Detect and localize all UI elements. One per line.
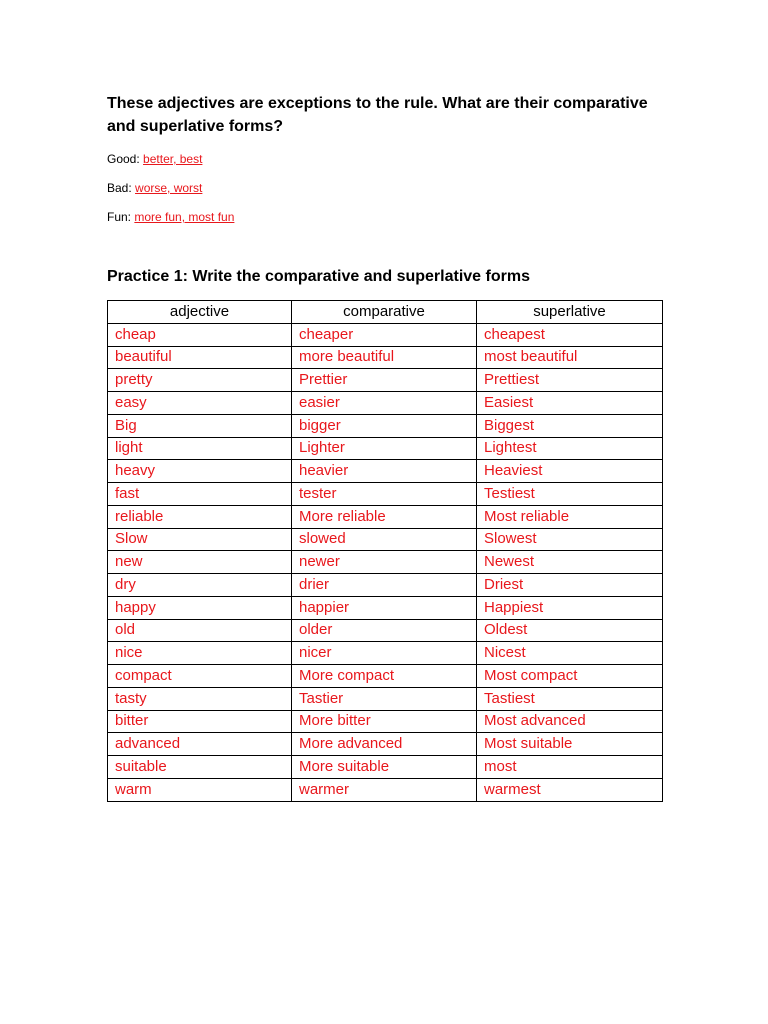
exception-bad <box>107 180 202 196</box>
comparative-cell: slowed <box>292 528 477 551</box>
adjective-cell: warm <box>108 778 292 801</box>
comparative-cell: tester <box>292 483 477 506</box>
comparative-cell: drier <box>292 574 477 597</box>
superlative-cell: Most compact <box>477 665 663 688</box>
comparative-cell: More reliable <box>292 505 477 528</box>
comparative-cell: Prettier <box>292 369 477 392</box>
exception-good <box>107 151 202 167</box>
comparative-cell: nicer <box>292 642 477 665</box>
table-row <box>108 687 663 710</box>
comparative-cell: More advanced <box>292 733 477 756</box>
adjective-cell: nice <box>108 642 292 665</box>
comparative-cell: heavier <box>292 460 477 483</box>
adjective-cell: reliable <box>108 505 292 528</box>
table-row <box>108 437 663 460</box>
comparative-cell: More compact <box>292 665 477 688</box>
comparative-cell: More bitter <box>292 710 477 733</box>
table-row <box>108 642 663 665</box>
adjective-cell: easy <box>108 392 292 415</box>
exception-fun <box>107 209 234 225</box>
table-row <box>108 414 663 437</box>
table-row <box>108 323 663 346</box>
comparative-cell: Tastier <box>292 687 477 710</box>
comparative-cell: warmer <box>292 778 477 801</box>
adjective-cell: beautiful <box>108 346 292 369</box>
comparative-cell: happier <box>292 596 477 619</box>
adjective-cell: dry <box>108 574 292 597</box>
comparative-cell: easier <box>292 392 477 415</box>
superlative-cell: Slowest <box>477 528 663 551</box>
superlative-cell: warmest <box>477 778 663 801</box>
comparative-cell: bigger <box>292 414 477 437</box>
table-header-row <box>108 301 663 324</box>
adjective-cell: pretty <box>108 369 292 392</box>
comparative-cell: Lighter <box>292 437 477 460</box>
table-row <box>108 460 663 483</box>
adjective-cell: bitter <box>108 710 292 733</box>
table-row <box>108 483 663 506</box>
table-row <box>108 551 663 574</box>
adjective-cell: fast <box>108 483 292 506</box>
adjective-cell: advanced <box>108 733 292 756</box>
comparative-cell: newer <box>292 551 477 574</box>
table-row <box>108 574 663 597</box>
comparative-cell: More suitable <box>292 756 477 779</box>
adjective-cell: tasty <box>108 687 292 710</box>
comparative-cell: cheaper <box>292 323 477 346</box>
adjective-cell: Big <box>108 414 292 437</box>
table-row <box>108 710 663 733</box>
comparative-cell: more beautiful <box>292 346 477 369</box>
superlative-cell: cheapest <box>477 323 663 346</box>
superlative-cell: Tastiest <box>477 687 663 710</box>
adjective-cell: light <box>108 437 292 460</box>
table-body <box>108 323 663 801</box>
header-comparative: comparative <box>292 301 477 324</box>
superlative-cell: Most reliable <box>477 505 663 528</box>
superlative-cell: Lightest <box>477 437 663 460</box>
practice-heading: Practice 1: Write the comparative and superlative forms <box>107 268 530 285</box>
superlative-cell: Easiest <box>477 392 663 415</box>
superlative-cell: Heaviest <box>477 460 663 483</box>
table-row <box>108 346 663 369</box>
table-row <box>108 392 663 415</box>
superlative-cell: Nicest <box>477 642 663 665</box>
adjective-cell: heavy <box>108 460 292 483</box>
adjective-cell: compact <box>108 665 292 688</box>
table-row <box>108 528 663 551</box>
adjective-cell: new <box>108 551 292 574</box>
superlative-cell: Driest <box>477 574 663 597</box>
adjective-cell: suitable <box>108 756 292 779</box>
table-row <box>108 665 663 688</box>
superlative-cell: Most advanced <box>477 710 663 733</box>
comparative-cell: older <box>292 619 477 642</box>
exception-label: Bad: <box>107 181 132 195</box>
exception-label: Good: <box>107 152 140 166</box>
exceptions-heading: These adjectives are exceptions to the rule. What are their comparative and superlative forms? <box>107 95 648 135</box>
superlative-cell: Testiest <box>477 483 663 506</box>
exception-answer: better, best <box>143 152 203 166</box>
header-superlative: superlative <box>477 301 663 324</box>
superlative-cell: Biggest <box>477 414 663 437</box>
adjective-cell: Slow <box>108 528 292 551</box>
table-row <box>108 596 663 619</box>
table-row <box>108 369 663 392</box>
superlative-cell: most beautiful <box>477 346 663 369</box>
forms-table <box>107 300 663 802</box>
adjective-cell: happy <box>108 596 292 619</box>
table-row <box>108 733 663 756</box>
exception-answer: worse, worst <box>135 181 203 195</box>
superlative-cell: most <box>477 756 663 779</box>
superlative-cell: Newest <box>477 551 663 574</box>
exception-label: Fun: <box>107 210 132 224</box>
superlative-cell: Happiest <box>477 596 663 619</box>
table-row <box>108 505 663 528</box>
superlative-cell: Prettiest <box>477 369 663 392</box>
superlative-cell: Oldest <box>477 619 663 642</box>
table-row <box>108 619 663 642</box>
table-row <box>108 756 663 779</box>
adjective-cell: cheap <box>108 323 292 346</box>
adjective-cell: old <box>108 619 292 642</box>
table-row <box>108 778 663 801</box>
exception-answer: more fun, most fun <box>134 210 235 224</box>
superlative-cell: Most suitable <box>477 733 663 756</box>
header-adjective: adjective <box>108 301 292 324</box>
